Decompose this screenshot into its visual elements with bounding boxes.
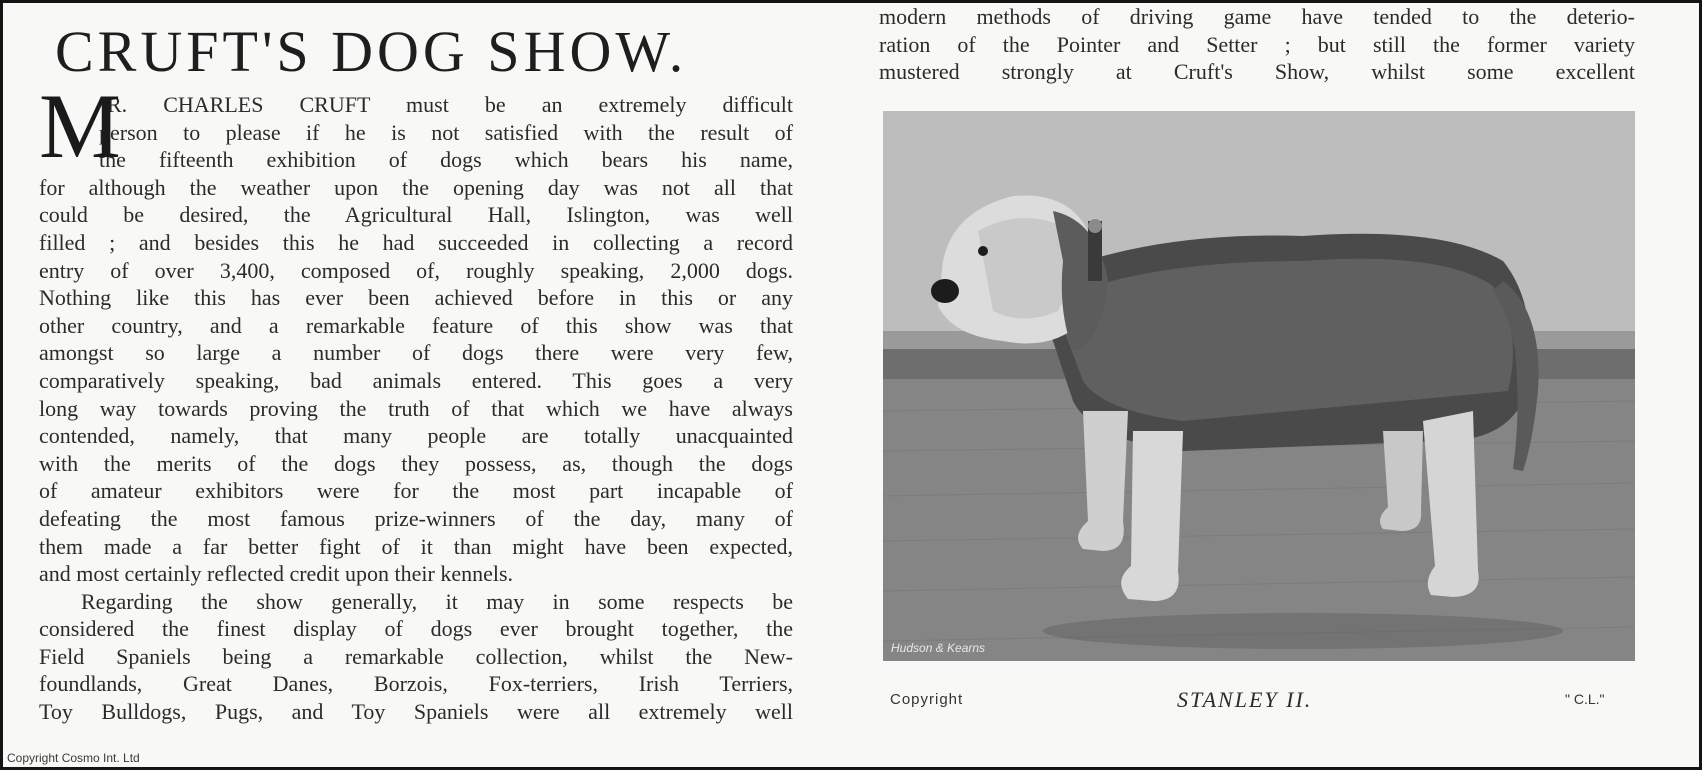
text-line: Nothing like this has ever been achieved before in this or any: [39, 285, 793, 311]
text-line: with the merits of the dogs they possess, as, though the dogs: [39, 450, 793, 476]
text-line: Toy Bulldogs, Pugs, and Toy Spaniels were all extremely well: [39, 699, 793, 725]
text-line: modern methods of driving game have tended to the deterio-: [879, 4, 1635, 29]
text-line: Field Spaniels being a remarkable collection, whilst the New-: [39, 643, 793, 669]
text-line: of amateur exhibitors were for the most part incapable of: [39, 478, 793, 504]
first-line-text: R. CHARLES CRUFT must be an extremely difficult: [107, 92, 793, 117]
dog-illustration: [883, 111, 1635, 661]
text-line: ration of the Pointer and Setter ; but still the former variety: [879, 31, 1635, 57]
text-line: defeating the most famous prize-winners of the day, many of: [39, 505, 793, 531]
text-line: person to please if he is not satisfied with the result of: [99, 119, 793, 145]
text-line: the fifteenth exhibition of dogs which bears his name,: [99, 147, 793, 173]
photo-credit: Hudson & Kearns: [891, 641, 986, 655]
dog-photograph: [883, 111, 1635, 661]
article-body-column: [39, 75, 793, 726]
text-line: comparatively speaking, bad animals entered. This goes a very: [39, 367, 793, 393]
article-title: CRUFT'S DOG SHOW.: [55, 19, 688, 84]
copyright-watermark: Copyright Cosmo Int. Ltd: [7, 751, 140, 765]
copyright-label: Copyright: [890, 691, 964, 708]
text-line: long way towards proving the truth of that which we have always: [39, 395, 793, 421]
text-line: contended, namely, that many people are totally unacquainted: [39, 423, 793, 449]
text-line: other country, and a remarkable feature of this show was that: [39, 312, 793, 338]
text-line: amongst so large a number of dogs there were very few,: [39, 340, 793, 366]
text-line: for although the weather upon the opening day was not all that: [39, 174, 793, 200]
right-column-text: [879, 3, 1635, 86]
drop-cap: M: [39, 75, 121, 177]
source-mark: " C.L.": [1565, 691, 1605, 707]
text-line: and most certainly reflected credit upon their kennels.: [39, 561, 514, 587]
text-line: could be desired, the Agricultural Hall, Islington, was well: [39, 202, 793, 228]
text-line: filled ; and besides this he had succeeded in collecting a record: [39, 229, 793, 255]
text-line: mustered strongly at Cruft's Show, whilst some excellent: [879, 59, 1635, 85]
text-line: considered the finest display of dogs ever brought together, the: [39, 616, 793, 642]
text-line: Regarding the show generally, it may in some respects be: [81, 588, 793, 614]
text-line: them made a far better fight of it than might have been expected,: [39, 533, 793, 559]
figure-caption: STANLEY II.: [1177, 687, 1313, 712]
text-line: entry of over 3,400, composed of, roughly speaking, 2,000 dogs.: [39, 257, 793, 283]
text-line: foundlands, Great Danes, Borzois, Fox-terriers, Irish Terriers,: [39, 671, 793, 697]
